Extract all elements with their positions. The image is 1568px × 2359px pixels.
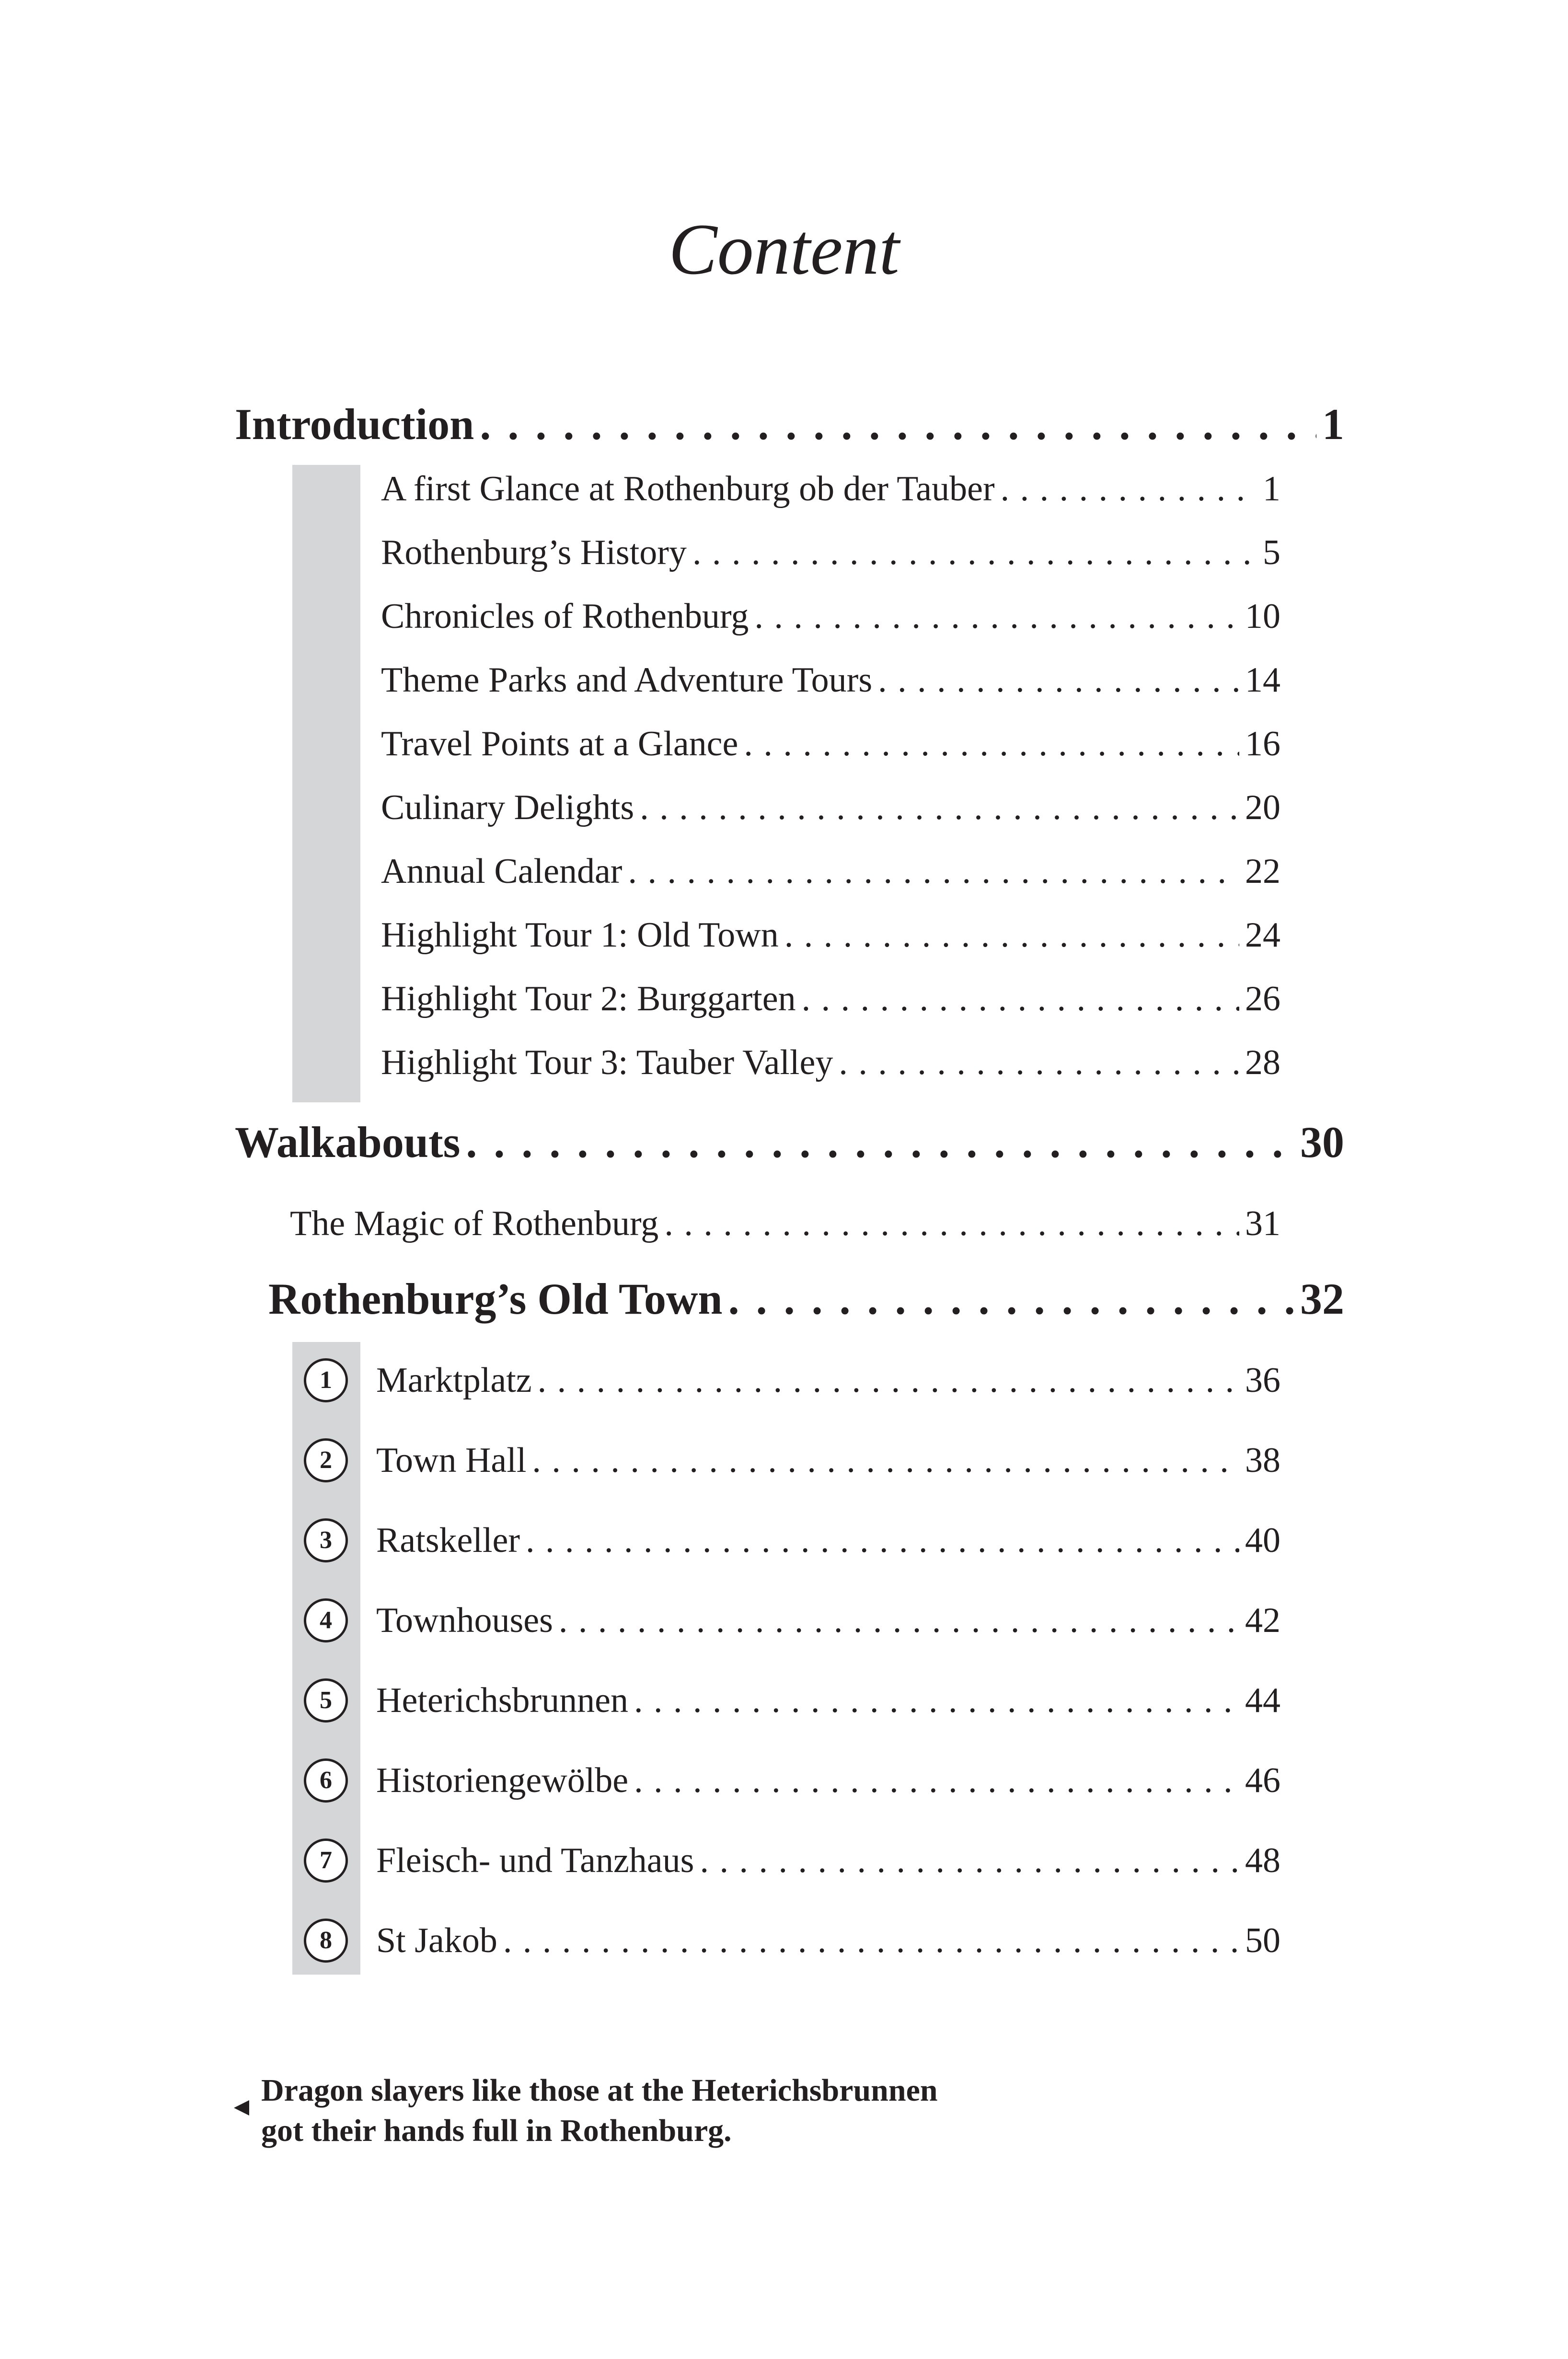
caption-arrow-icon — [234, 2100, 249, 2116]
dot-leader — [692, 526, 1257, 579]
dot-leader — [503, 1914, 1239, 1967]
toc-entry[interactable] — [376, 1914, 1280, 1967]
section-label: Walkabouts — [235, 1118, 461, 1167]
dot-leader — [634, 1674, 1239, 1727]
dot-leader — [784, 909, 1239, 961]
toc-entry[interactable] — [381, 1036, 1280, 1089]
dot-leader — [640, 781, 1239, 834]
caption-line: got their hands full in Rothenburg. — [261, 2113, 732, 2148]
entry-page: 26 — [1245, 979, 1280, 1018]
dot-leader — [466, 1111, 1294, 1173]
dot-leader — [754, 590, 1239, 643]
toc-entry[interactable] — [381, 972, 1280, 1025]
entry-page: 46 — [1245, 1761, 1280, 1800]
number-badge: 8 — [304, 1919, 348, 1963]
dot-leader — [744, 717, 1239, 770]
toc-entry[interactable] — [381, 590, 1280, 643]
dot-leader — [532, 1434, 1239, 1487]
section-page: 32 — [1300, 1274, 1344, 1323]
entry-label: Heterichsbrunnen — [376, 1681, 629, 1720]
toc-entry[interactable] — [381, 845, 1280, 898]
toc-entry[interactable] — [381, 717, 1280, 770]
section-label: Introduction — [235, 400, 474, 449]
number-badge: 2 — [304, 1438, 348, 1482]
entry-page: 16 — [1245, 724, 1280, 763]
entry-label: Highlight Tour 3: Tauber Valley — [381, 1043, 833, 1082]
dot-leader — [526, 1514, 1239, 1567]
entry-label: Ratskeller — [376, 1521, 520, 1560]
entry-page: 10 — [1245, 597, 1280, 636]
entry-label: The Magic of Rothenburg — [290, 1204, 659, 1243]
dot-leader — [480, 393, 1316, 455]
entry-label: Highlight Tour 2: Burggarten — [381, 979, 796, 1018]
number-badge: 4 — [304, 1598, 348, 1642]
dot-leader — [1001, 463, 1257, 515]
toc-entry[interactable] — [376, 1514, 1280, 1567]
entry-page: 22 — [1245, 852, 1280, 891]
caption-line: Dragon slayers like those at the Heterichsbrunnen — [261, 2073, 938, 2108]
toc-section-old-town[interactable] — [268, 1268, 1344, 1330]
photo-caption — [261, 2070, 1028, 2151]
dot-leader — [728, 1268, 1294, 1330]
entry-label: Fleisch- und Tanzhaus — [376, 1841, 694, 1880]
dot-leader — [559, 1594, 1239, 1647]
entry-label: Marktplatz — [376, 1361, 532, 1400]
number-badge: 1 — [304, 1358, 348, 1402]
dot-leader — [628, 845, 1239, 898]
entry-page: 48 — [1245, 1841, 1280, 1880]
entry-page: 31 — [1245, 1204, 1280, 1243]
entry-page: 28 — [1245, 1043, 1280, 1082]
number-badge: 3 — [304, 1518, 348, 1562]
entry-label: Travel Points at a Glance — [381, 724, 738, 763]
dot-leader — [538, 1354, 1239, 1407]
toc-entry[interactable] — [381, 654, 1280, 706]
entry-label: Highlight Tour 1: Old Town — [381, 915, 779, 955]
toc-entry[interactable] — [381, 781, 1280, 834]
dot-leader — [634, 1754, 1239, 1807]
introduction-sidebar-bar — [292, 465, 360, 1102]
entry-page: 5 — [1263, 533, 1280, 572]
number-badge: 5 — [304, 1678, 348, 1723]
toc-entry[interactable] — [290, 1197, 1280, 1250]
toc-entry[interactable] — [381, 463, 1280, 515]
entry-label: Town Hall — [376, 1441, 527, 1480]
toc-entry[interactable] — [376, 1674, 1280, 1727]
entry-page: 36 — [1245, 1361, 1280, 1400]
number-badge: 7 — [304, 1839, 348, 1883]
entry-label: Historiengewölbe — [376, 1761, 629, 1800]
toc-entry[interactable] — [381, 909, 1280, 961]
entry-label: Townhouses — [376, 1601, 553, 1640]
toc-entry[interactable] — [376, 1834, 1280, 1887]
number-badge: 6 — [304, 1758, 348, 1803]
entry-label: St Jakob — [376, 1921, 497, 1960]
entry-page: 1 — [1263, 469, 1280, 509]
dot-leader — [878, 654, 1239, 706]
entry-page: 50 — [1245, 1921, 1280, 1960]
dot-leader — [802, 972, 1239, 1025]
entry-label: Chronicles of Rothenburg — [381, 597, 749, 636]
entry-page: 42 — [1245, 1601, 1280, 1640]
entry-page: 24 — [1245, 915, 1280, 955]
entry-label: Rothenburg’s History — [381, 533, 687, 572]
entry-label: Theme Parks and Adventure Tours — [381, 660, 873, 700]
entry-page: 20 — [1245, 788, 1280, 827]
dot-leader — [700, 1834, 1239, 1887]
page-title: Content — [669, 209, 899, 289]
section-label: Rothenburg’s Old Town — [268, 1274, 723, 1323]
dot-leader — [839, 1036, 1239, 1089]
entry-page: 40 — [1245, 1521, 1280, 1560]
toc-section-introduction[interactable] — [235, 393, 1344, 455]
entry-page: 38 — [1245, 1441, 1280, 1480]
entry-label: Annual Calendar — [381, 852, 623, 891]
section-page: 30 — [1300, 1118, 1344, 1167]
toc-entry[interactable] — [376, 1754, 1280, 1807]
entry-page: 44 — [1245, 1681, 1280, 1720]
entry-page: 14 — [1245, 660, 1280, 700]
toc-section-walkabouts[interactable] — [235, 1111, 1344, 1173]
dot-leader — [664, 1197, 1239, 1250]
toc-entry[interactable] — [376, 1434, 1280, 1487]
toc-entry[interactable] — [376, 1594, 1280, 1647]
entry-label: A first Glance at Rothenburg ob der Tauber — [381, 469, 995, 509]
toc-entry[interactable] — [381, 526, 1280, 579]
section-page: 1 — [1322, 400, 1344, 449]
entry-label: Culinary Delights — [381, 788, 634, 827]
toc-entry[interactable] — [376, 1354, 1280, 1407]
